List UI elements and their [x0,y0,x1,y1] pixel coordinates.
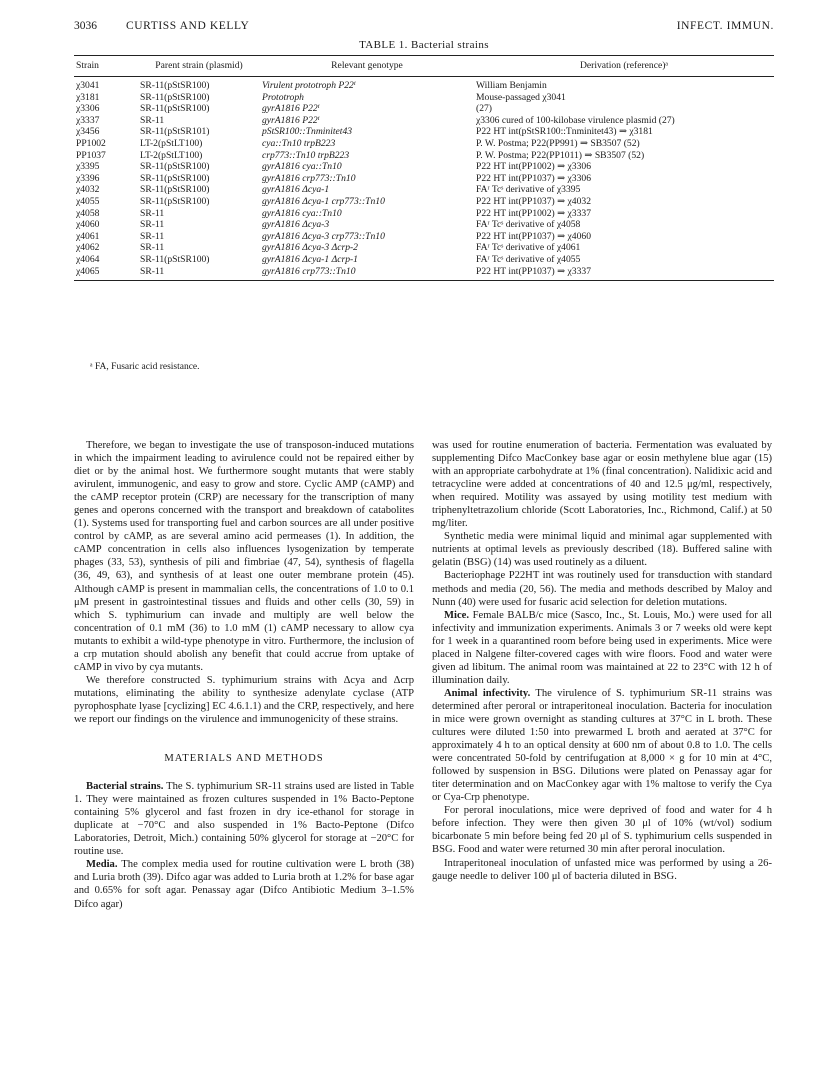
cell-derivation: (27) [476,103,492,115]
cell-strain: χ4061 [76,230,100,242]
cell-derivation: P22 HT int(PP1002) ⇒ χ3337 [476,207,591,219]
cell-parent: SR-11(pStSR100) [140,103,210,115]
header-derivation: Derivation (reference)ᵃ [579,60,669,71]
cell-strain: χ4032 [76,184,100,196]
page-header [74,20,774,40]
table-row [74,184,774,196]
table-caption: TABLE 1. Bacterial strains [359,39,489,51]
cell-strain: χ4058 [76,207,100,219]
table-row [74,161,774,173]
table-row [74,219,774,231]
cell-derivation: FAʳ Tcˢ derivative of χ3395 [476,184,581,196]
cell-genotype: gyrA1816 P22ⁱ [262,103,320,115]
table-row [74,208,774,220]
cell-parent: SR-11 [140,219,165,231]
paragraph: Bacteriophage P22HT int was routinely used for transduction with standard methods and media (20, 56). The media and methods described by Maloy and Nunn (40) were used for fusaric acid selection for deletion mutations. [432,570,772,608]
paragraph [74,780,414,858]
cell-derivation: P22 HT int(PP1037) ⇒ χ4032 [476,195,591,207]
header-genotype: Relevant genotype [331,60,403,71]
table-row [74,150,774,162]
paragraph: Synthetic media were minimal liquid and minimal agar supplemented with nutrients at optimal levels as previously described (18). Buffered saline with gelatin (BSG) (14) was used routinely as a diluent. [432,531,772,569]
cell-derivation: χ3306 cured of 100-kilobase virulence plasmid (27) [476,114,675,126]
cell-genotype: Prototroph [262,91,304,103]
table-row [74,115,774,127]
cell-genotype: gyrA1816 cya::Tn10 [262,207,342,219]
cell-parent: LT-2(pStLT100) [140,149,203,161]
table-row [74,138,774,150]
table-row [74,126,774,138]
paragraph-body: The S. typhimurium SR-11 strains used are listed in Table 1. They were maintained as frozen cultures suspended in 1% Bacto-Peptone containing 5% glycerol and fast frozen in dry ice-ethanol for storage in duplicate at −70°C and also suspended in 1% Bacto-Peptone (Difco Laboratories, Detroit, Mich.) containing 50% glycerol for storage at −20°C for routine use. [74,781,414,858]
cell-parent: SR-11 [140,207,165,219]
cell-strain: PP1002 [76,137,106,149]
paragraph [432,687,772,804]
cell-strain: χ4065 [76,265,100,277]
cell-genotype: Virulent prototroph P22ⁱ [262,80,356,91]
cell-strain: χ3395 [76,161,100,173]
cell-derivation: Mouse-passaged χ3041 [476,91,566,103]
table-row [74,231,774,243]
cell-derivation: P22 HT int(PP1037) ⇒ χ4060 [476,230,591,242]
page-number: 3036 [74,20,97,32]
cell-strain: χ3041 [76,80,100,91]
cell-strain: χ4055 [76,195,100,207]
cell-genotype: gyrA1816 cya::Tn10 [262,161,342,173]
run-in-heading: Mice. [444,609,469,621]
table-row [74,196,774,208]
table-footnote: ᵃ FA, Fusaric acid resistance. [90,362,200,372]
cell-genotype: gyrA1816 Δcya-3 [262,219,330,231]
cell-derivation: P22 HT int(PP1037) ⇒ χ3337 [476,265,591,277]
section-heading: MATERIALS AND METHODS [164,753,324,765]
table-row [74,242,774,254]
cell-strain: χ4060 [76,219,100,231]
paragraph: For peroral inoculations, mice were deprived of food and water for 4 h before infection. They were then given 30 μl of 10% (wt/vol) sodium bicarbonate 5 min before being fed 20 μl of S. typhimurium cells suspended in BSG. Food and water were returned 30 min after peroral inoculation. [432,805,772,856]
cell-strain: χ4062 [76,242,100,254]
journal-name: INFECT. IMMUN. [676,20,774,32]
cell-parent: SR-11(pStSR100) [140,184,210,196]
table-row [74,103,774,115]
run-in-heading: Media. [86,859,118,871]
header-parent: Parent strain (plasmid) [155,60,243,71]
cell-genotype: gyrA1816 Δcya-3 crp773::Tn10 [262,230,385,242]
cell-genotype: gyrA1816 Δcya-1 [262,184,330,196]
cell-parent: LT-2(pStLT100) [140,137,203,149]
cell-strain: PP1037 [76,149,106,161]
paragraph-body: Female BALB/c mice (Sasco, Inc., St. Louis, Mo.) were used for all infectivity and immunization experiments. Animals 3 or 7 weeks old were kept for 1 week in a quarantined room before being used in experiments. Mice were placed in Nalgene filter-covered cages with wire floors. Food and water were given ad libitum. The animal room was maintained at 22 to 23°C with 12 h of illumination daily. [432,609,772,686]
cell-strain: χ3396 [76,172,100,184]
strains-table [74,55,774,281]
table-row [74,92,774,104]
left-text-column [74,439,414,911]
table-row [74,266,774,281]
cell-genotype: pStSR100::Tnminitet43 [262,126,353,138]
cell-genotype: cya::Tn10 trpB223 [262,137,336,149]
run-in-heading: Animal infectivity. [444,687,531,699]
cell-derivation: FAʳ Tcˢ derivative of χ4061 [476,242,581,254]
cell-strain: χ3337 [76,114,100,126]
table-header-row [74,56,774,77]
cell-genotype: gyrA1816 Δcya-1 Δcrp-1 [262,253,358,265]
cell-parent: SR-11(pStSR101) [140,126,210,138]
paragraph: Therefore, we began to investigate the use of transposon-induced mutations in which the impairment leading to avirulence could not be repaired either by diet or by the animal host. We furthermore sought mutants that were stably avirulent, immunogenic, and easy to grow and store. Cyclic AMP (cAMP) and the cAMP receptor protein (CRP) are necessary for the transcription of many genes and operons concerned with the transport and breakdown of catabolites (1). Systems used for transporting fuel and carbon sources are all under positive control by cAMP, as are several amino acid permeases (1). In addition, the cAMP concentration in cells also influences lysogenization by temperate phages (33, 53), synthesis of pili and fimbriae (47, 54), synthesis of flagella (36, 49, 63), and synthesis of at least one outer membrane protein (45). Although cAMP is present in mammalian cells, the concentrations of 1.0 to 0.1 μM present in gastrointestinal tissues and fluids and other cells (30, 59) in which S. typhimurium can invade and multiply are well below the concentration of 0.1 mM (36) to 1.0 mM (1) cAMP necessary to allow cya mutants to exhibit a wild-type phenotype in vitro. Furthermore, the inclusion of a crp mutation should abolish any benefit that could accrue from uptake of cAMP in vivo by cya mutants. [74,440,414,673]
paragraph: Intraperitoneal inoculation of unfasted mice was performed by using a 26-gauge needle to deliver 100 μl of bacteria diluted in BSG. [432,857,772,882]
right-text-column [432,439,772,883]
cell-genotype: crp773::Tn10 trpB223 [262,149,350,161]
cell-genotype: gyrA1816 P22ⁱ [262,114,320,126]
paragraph [432,609,772,687]
header-strain: Strain [76,60,99,71]
run-in-heading: Bacterial strains. [86,781,164,793]
table-row [74,173,774,185]
table-row [74,77,774,92]
paragraph-body: The complex media used for routine cultivation were L broth (38) and Luria broth (39). Difco agar was added to Luria broth at 1.2% for base agar and 0.65% for soft agar. Penassay agar (Difco Antibiotic Medium 3–1.5% Difco agar) [74,859,414,910]
running-authors: CURTISS AND KELLY [126,20,250,32]
cell-derivation: P. W. Postma; P22(PP1011) ⇒ SB3507 (52) [476,149,645,161]
cell-genotype: gyrA1816 crp773::Tn10 [262,172,356,184]
cell-parent: SR-11 [140,114,165,126]
cell-derivation: P. W. Postma; P22(PP991) ⇒ SB3507 (52) [476,137,640,149]
cell-parent: SR-11 [140,242,165,254]
paragraph-body: The virulence of S. typhimurium SR-11 strains was determined after peroral or intraperitoneal inoculation. Bacteria for inoculation in mice were grown overnight as standing cultures at 37°C in L broth. These cultures were diluted 1:50 into prewarmed L broth and aerated at 37°C for approximately 4 h to an optical density at 600 nm of about 0.8 to 1.0. The cells were concentrated 50-fold by centrifugation at 8,000 × g for 10 min at 4°C, followed by suspension in BSG. Dilutions were plated on Penassay agar for titer determination and on MacConkey agar with 1% maltose to verify the Cya or Cya-Crp phenotype. [432,687,772,804]
cell-parent: SR-11(pStSR100) [140,195,210,207]
cell-genotype: gyrA1816 crp773::Tn10 [262,265,356,277]
cell-strain: χ3306 [76,103,100,115]
cell-parent: SR-11(pStSR100) [140,172,210,184]
cell-strain: χ4064 [76,253,100,265]
cell-derivation: FAʳ Tcˢ derivative of χ4055 [476,253,581,265]
cell-parent: SR-11 [140,230,165,242]
cell-parent: SR-11(pStSR100) [140,161,210,173]
cell-genotype: gyrA1816 Δcya-1 crp773::Tn10 [262,195,385,207]
cell-parent: SR-11(pStSR100) [140,80,210,91]
paragraph: We therefore constructed S. typhimurium strains with Δcya and Δcrp mutations, eliminating the ability to synthesize adenylate cyclase (ATP pyrophosphate lyase [cyclizing] EC 4.6.1.1) and the CRP, respectively, and here we report our findings on the virulence and immunogenicity of these strains. [74,674,414,725]
cell-genotype: gyrA1816 Δcya-3 Δcrp-2 [262,242,358,254]
cell-strain: χ3181 [76,91,100,103]
paragraph [74,858,414,910]
cell-derivation: William Benjamin [476,80,547,91]
cell-derivation: FAʳ Tcˢ derivative of χ4058 [476,219,581,231]
cell-derivation: P22 HT int(PP1002) ⇒ χ3306 [476,161,591,173]
cell-derivation: P22 HT int(pStSR100::Tnminitet43) ⇒ χ3181 [476,126,653,138]
cell-parent: SR-11(pStSR100) [140,91,210,103]
paragraph: was used for routine enumeration of bacteria. Fermentation was evaluated by supplementing Difco MacConkey base agar or eosin methylene blue agar (15) with an appropriate carbohydrate at 1% (final concentration). Nalidixic acid and tetracycline were added at concentrations of 40 and 12.5 μg/ml, respectively, when required. Motility was assayed by using motility test medium with triphenyltetrazolium chloride (Scott Laboratories, Inc., Richmond, Calif.) at 50 mg/liter. [432,440,772,530]
cell-parent: SR-11(pStSR100) [140,253,210,265]
cell-derivation: P22 HT int(PP1037) ⇒ χ3306 [476,172,591,184]
cell-strain: χ3456 [76,126,100,138]
table-row [74,254,774,266]
cell-parent: SR-11 [140,265,165,277]
